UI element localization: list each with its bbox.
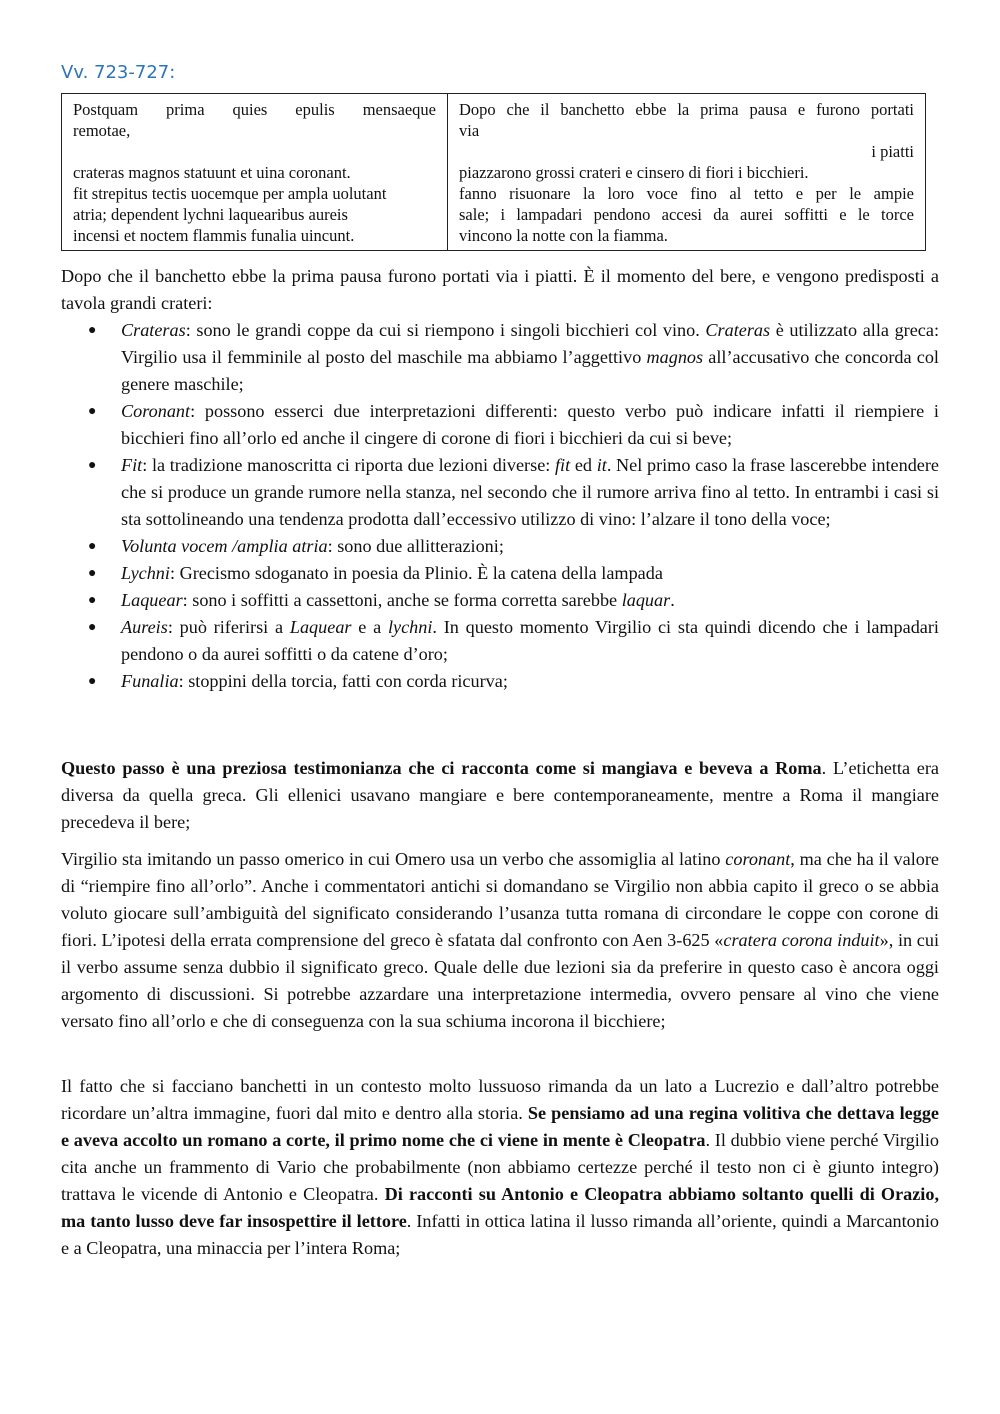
note-text: e a — [351, 617, 388, 637]
note-text: : sono i soffitti a cassettoni, anche se forma corretta sarebbe — [182, 590, 622, 610]
italian-line: piazzarono grossi crateri e cinsero di fiori i bicchieri. — [459, 163, 809, 182]
note-term: it — [596, 455, 607, 475]
latin-line: remotae, — [73, 121, 131, 140]
bullet-icon: ● — [88, 323, 97, 338]
note-text: è utilizzato alla greca: Virgilio usa il femminile al posto del maschile ma abbiamo l’aggettivo — [121, 320, 939, 367]
note-text: : possono esserci due interpretazioni differenti: questo verbo può indicare infatti il riempiere i bicchieri fino all’orlo ed anche il cingere di corone di fiori i bicchieri da cui si beve; — [121, 401, 939, 448]
translation-table — [61, 93, 926, 251]
bold-text: Di racconti su Antonio e Cleopatra abbiamo soltanto quelli di Orazio, ma tanto lusso deve far insospettire il lettore — [61, 1184, 940, 1231]
note-term: laquar — [621, 590, 671, 610]
italian-line: vincono la notte con la fiamma. — [459, 226, 668, 245]
bullet-icon: ● — [88, 458, 97, 473]
bullet-icon: ● — [88, 566, 97, 581]
note-term: Funalia — [121, 671, 179, 691]
list-item — [61, 452, 939, 533]
note-term: Aureis — [121, 617, 168, 637]
bullet-icon: ● — [88, 674, 97, 689]
italian-line: fanno risuonare la loro voce fino al tetto e per le ampie — [459, 184, 914, 203]
section-heading: Vv. 723-727: — [61, 62, 176, 83]
note-text: . — [670, 590, 675, 610]
note-text: all’accusativo che concorda col genere maschile; — [121, 347, 939, 394]
note-term: magnos — [646, 347, 704, 367]
intro-paragraph: Dopo che il banchetto ebbe la prima pausa furono portati via i piatti. È il momento del bere, e vengono predisposti a tavola grandi crateri: — [61, 266, 939, 313]
latin-line: crateras magnos statuunt et uina coronant. — [73, 163, 351, 182]
note-text: : stoppini della torcia, fatti con corda ricurva; — [178, 671, 508, 691]
paragraph-text: . Il dubbio viene perché Virgilio cita anche un frammento di Vario che probabilmente (non abbiamo certezze perché il testo non ci è giunto integro) trattava le vicende di Antonio e Cleopatra. — [61, 1130, 939, 1204]
list-item — [61, 668, 939, 695]
note-text: : Grecismo sdoganato in poesia da Plinio. È la catena della lampada — [169, 563, 663, 583]
list-item — [61, 614, 939, 668]
note-term: Coronant — [121, 401, 191, 421]
bullet-icon: ● — [88, 539, 97, 554]
table-row — [62, 94, 926, 251]
note-term: lychni — [387, 617, 433, 637]
paragraph-text: , ma che ha il valore di “riempire fino all’orlo”. Anche i commentatori antichi si domandano se Virgilio non abbia capito il greco o se abbia voluto giocare sull’ambiguità del significato considerando l’usanza tutta romana di circondare le coppe con corone di fiori. L’ipotesi della errata comprensione del greco è sfatata dal confronto con Aen 3-625 « — [61, 849, 939, 950]
bold-text: Se pensiamo ad una regina volitiva che dettava legge e aveva accolto un romano a corte, il primo nome che ci viene in mente è Cleopatra — [61, 1103, 940, 1150]
note-text: . Nel primo caso la frase lascerebbe intendere che si produce un grande rumore nella stanza, nel secondo che il rumore arriva fino al tetto. In entrambi i casi si sta sottolineando una tendenza prodotta dall’eccessivo utilizzo di vino: l’alzare il tono della voce; — [121, 455, 939, 529]
note-text: ed — [570, 455, 597, 475]
latin-line: incensi et noctem flammis funalia uincunt. — [73, 226, 355, 245]
italic-term: coronant — [725, 849, 791, 869]
paragraph-text: », in cui il verbo assume senza dubbio il significato greco. Quale delle due lezioni sia da preferire in questo caso è ancora oggi argomento di discussioni. Si potrebbe azzardare una interpretazione intermedia, ovvero pensare al vino che viene versato fino all’orlo e che di conseguenza con la sua schiuma incorona il bicchiere; — [61, 930, 939, 1031]
paragraph-cleopatra — [61, 1073, 939, 1262]
latin-line: Postquam prima quies epulis mensaeque — [73, 100, 436, 119]
italian-line: Dopo che il banchetto ebbe la prima pausa e furono portati — [459, 100, 914, 119]
list-item — [61, 398, 939, 452]
latin-text-cell — [62, 94, 448, 251]
note-text: . In questo momento Virgilio ci sta quindi dicendo che i lampadari pendono o da aurei soffitti o da catene d’oro; — [121, 617, 939, 664]
note-term: Crateras — [121, 320, 186, 340]
note-term: Volunta vocem /amplia atria — [121, 536, 328, 556]
bullet-icon: ● — [88, 593, 97, 608]
italian-line: via — [459, 121, 480, 140]
note-term: Crateras — [705, 320, 771, 340]
list-item — [61, 533, 939, 560]
latin-line: atria; dependent lychni laquearibus aureis — [73, 205, 348, 224]
paragraph-text: Virgilio sta imitando un passo omerico in cui Omero usa un verbo che assomiglia al latino — [61, 849, 726, 869]
note-term: Laquear — [121, 590, 183, 610]
note-term: Laquear — [289, 617, 352, 637]
italic-quote: cratera corona induit — [723, 930, 880, 950]
note-term: Lychni — [121, 563, 170, 583]
paragraph-text: . Infatti in ottica latina il lusso rimanda all’oriente, quindi a Marcantonio e a Cleopatra, una minaccia per l’intera Roma; — [61, 1211, 939, 1258]
list-item — [61, 587, 939, 614]
list-item — [61, 317, 939, 398]
paragraph-roman-dining — [61, 755, 939, 836]
note-text: : sono le grandi coppe da cui si riempono i singoli bicchieri col vino. — [185, 320, 706, 340]
italian-line: sale; i lampadari pendono accesi da aurei soffitti e le torce — [459, 205, 914, 224]
note-term: fit — [555, 455, 571, 475]
italian-text-cell — [448, 94, 926, 251]
paragraph-text: . L’etichetta era diversa da quella greca. Gli ellenici usavano mangiare e bere contemporaneamente, mentre a Roma il mangiare precedeva il bere; — [61, 758, 939, 832]
latin-line: fit strepitus tectis uocemque per ampla uolutant — [73, 184, 387, 203]
bullet-icon: ● — [88, 404, 97, 419]
note-text: : può riferirsi a — [167, 617, 290, 637]
note-term: Fit — [121, 455, 143, 475]
note-text: : la tradizione manoscritta ci riporta due lezioni diverse: — [142, 455, 555, 475]
notes-list — [61, 317, 939, 695]
latin-line — [73, 141, 436, 162]
paragraph-homeric-imitation — [61, 846, 939, 1035]
bold-text: Questo passo è una preziosa testimonianza che ci racconta come si mangiava e beveva a Roma — [61, 758, 822, 778]
note-text: : sono due allitterazioni; — [327, 536, 504, 556]
list-item — [61, 560, 939, 587]
paragraph-text: Il fatto che si facciano banchetti in un contesto molto lussuoso rimanda da un lato a Lucrezio e dall’altro potrebbe ricordare un’altra immagine, fuori dal mito e dentro alla storia. — [61, 1076, 939, 1123]
italian-line: i piatti — [871, 142, 914, 161]
bullet-icon: ● — [88, 620, 97, 635]
